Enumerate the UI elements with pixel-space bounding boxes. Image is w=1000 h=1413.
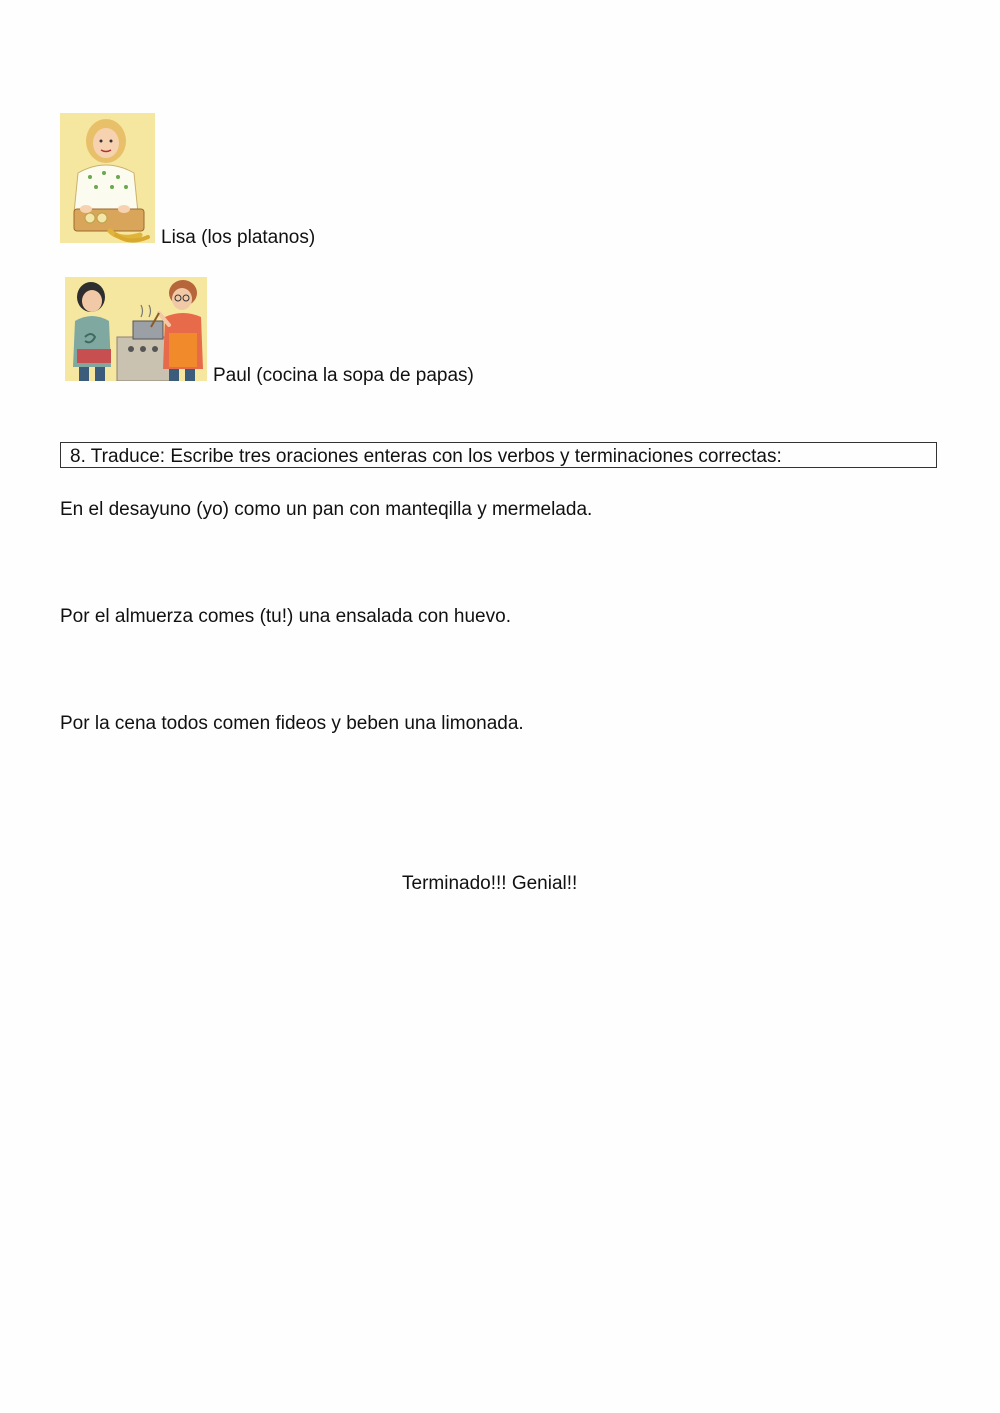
sentence: Por la cena todos comen fideos y beben una limonada.: [60, 713, 524, 734]
kids-cooking-soup-illustration: [65, 277, 207, 381]
task-heading-box: [60, 442, 937, 468]
item-label: Lisa (los platanos): [161, 227, 316, 248]
sentence: En el desayuno (yo) como un pan con manteqilla y mermelada.: [60, 499, 593, 520]
girl-cutting-bananas-illustration: [60, 113, 155, 243]
sentence: Por el almuerza comes (tu!) una ensalada con huevo.: [60, 606, 511, 627]
closing-text: Terminado!!! Genial!!: [402, 873, 578, 894]
item-label: Paul (cocina la sopa de papas): [213, 365, 474, 386]
task-heading: 8. Traduce: Escribe tres oraciones enteras con los verbos y terminaciones correctas:: [70, 446, 782, 467]
